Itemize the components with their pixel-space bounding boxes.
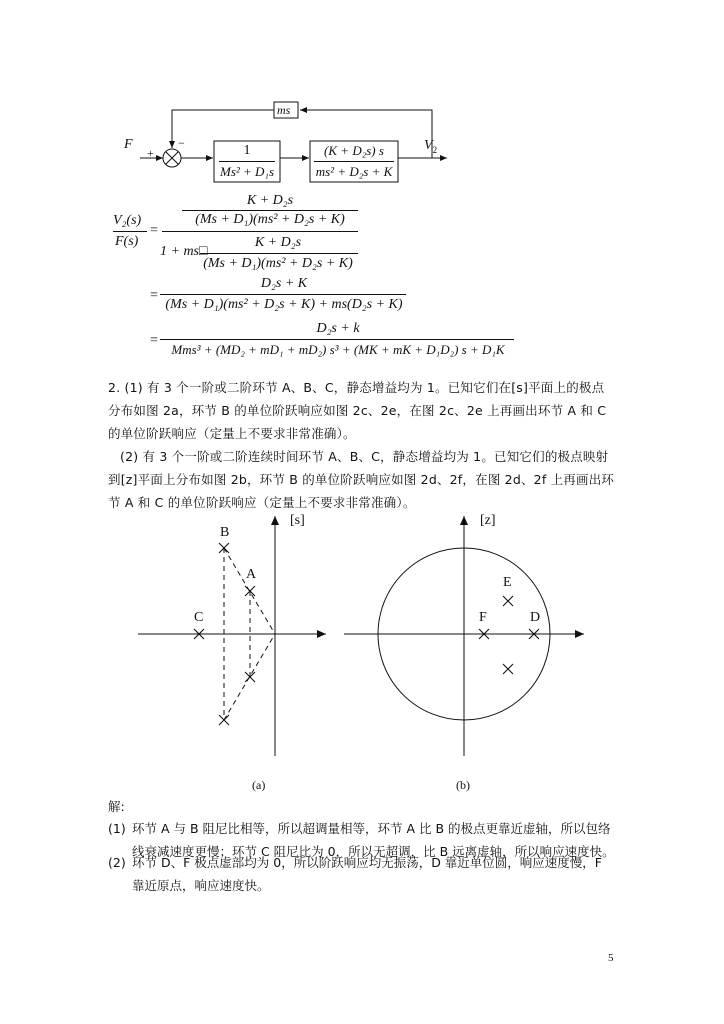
pole-e-lower [503, 664, 513, 674]
solution-title: 解: [108, 799, 125, 814]
pole-c-label: C [194, 610, 204, 625]
problem-part-2: (2) 有 3 个一阶或二阶连续时间环节 A、B、C，静态增益均为 1。已知它们的极点映射到[z]平面上分布如图 2b，环节 B 的单位阶跃响应如图 2d、2f，在图 2d、2f 上再画出环节 A 和 C 的单位阶跃响应（定量上不要求非常准确）。 [108, 449, 615, 510]
figure-a-caption: (a) [252, 778, 266, 792]
feedback-label: ms [277, 103, 291, 117]
plus-sign: + [147, 146, 154, 160]
equals-sign-3: = [150, 333, 158, 348]
equals-sign-2: = [150, 288, 158, 303]
page-number: 5 [608, 952, 614, 964]
solution-item2-number: (2) [108, 855, 126, 870]
block2-numerator: (K + D₂s) s [324, 143, 384, 158]
solution-item2-text: 环节 D、F 极点虚部均为 0，所以阶跃响应均无振荡，D 靠近单位圆，响应速度慢，F 靠近原点，响应速度快。 [132, 855, 602, 893]
solution-item1-text: 环节 A 与 B 阻尼比相等，所以超调量相等，环节 A 比 B 的极点更靠近虚轴，所以包络线衰减速度更慢；环节 C 阻尼比为 0，所以无超调，比 B 远离虚轴，所以响应速度快。 [132, 821, 615, 859]
input-label: F [124, 137, 133, 152]
pole-f-label: F [479, 610, 487, 625]
step1-denominator-frac-denominator: (Ms + D₁)(ms² + D₂s + K) [203, 256, 353, 271]
lhs-numerator: V₂(s) [113, 213, 142, 228]
block1-denominator: Ms² + D₁s [219, 164, 275, 179]
solution-item1-number: (1) [108, 821, 126, 836]
step3-numerator: D₂s + k [316, 321, 360, 336]
lhs-denominator: F(s) [115, 234, 139, 249]
output-label-main: V [424, 138, 433, 153]
block1-numerator: 1 [243, 143, 251, 158]
step3-denominator: Mms³ + (MD₂ + mD₁ + mD₂) s³ + (MK + mK + D₁D₂) s + D₁K [171, 342, 505, 357]
problem-part-1: 2. (1) 有 3 个一阶或二阶环节 A、B、C，静态增益均为 1。已知它们在[s]平面上的极点分布如图 2a，环节 B 的单位阶跃响应如图 2c、2e，在图 2c、2e 上再画出环节 A 和 C 的单位阶跃响应（定量上不要求非常准确）。 [108, 380, 607, 441]
equals-sign-1: = [150, 223, 158, 238]
figure-b-caption: (b) [456, 778, 470, 792]
s-plane-label: [s] [290, 513, 305, 528]
step1-denominator-frac-numerator: K + D₂s [254, 235, 302, 250]
z-plane-label: [z] [480, 513, 496, 528]
step1-denominator-prefix: 1 + ms□ [160, 244, 208, 259]
pole-a-label: A [246, 567, 257, 582]
pole-b-label: B [220, 525, 230, 540]
step1-inner-denominator: (Ms + D₁)(ms² + D₂s + K) [195, 212, 345, 227]
pole-d-label: D [530, 610, 541, 625]
step2-denominator: (Ms + D₁)(ms² + D₂s + K) + ms(D₂s + K) [165, 297, 403, 312]
pole-e-upper [503, 596, 513, 606]
output-label-sub: 2 [432, 144, 438, 155]
block2-denominator: ms² + D₂s + K [315, 164, 393, 179]
step2-numerator: D₂s + K [260, 276, 308, 291]
pole-e-label: E [503, 575, 512, 590]
step1-inner-numerator: K + D₂s [246, 193, 294, 208]
minus-sign: − [178, 136, 185, 150]
